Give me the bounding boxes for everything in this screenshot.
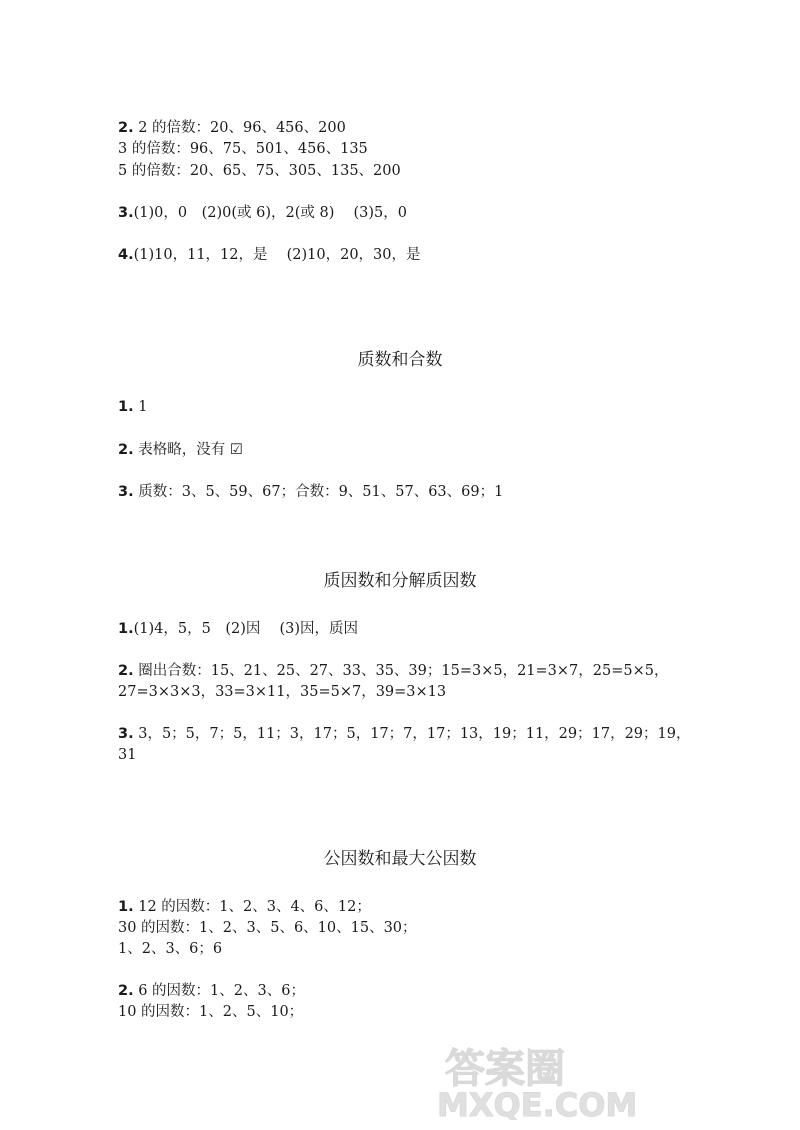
q2-line-3: 5 的倍数：20、65、75、305、135、200 [118, 163, 401, 179]
q4-number: 4. [118, 247, 134, 263]
factors-q2-line-2: 27=3×3×3，33=3×11，35=5×7，39=3×13 [118, 684, 447, 700]
q2-line-2: 3 的倍数：96、75、501、456、135 [118, 141, 368, 157]
gcf-q2-line-1 [118, 981, 305, 1001]
primes-q1-text: 1 [133, 399, 148, 415]
q4-text: (1)10，11，12，是 (2)10，20，30，是 [133, 247, 421, 263]
primes-q2-text: 表格略，没有 ☑ [133, 442, 243, 458]
primes-q3-number: 3. [118, 484, 134, 500]
factors-q1-line [118, 619, 358, 639]
q4-line [118, 245, 421, 265]
section-title-primes: 质数和合数 [357, 350, 443, 370]
factors-q3-text-1: 3，5；5，7；5，11；3，17；5，17；7，17；13，19；11，29；17，29；19， [133, 726, 691, 742]
gcf-q1-line-1 [118, 897, 371, 917]
factors-q2-line-1 [118, 661, 668, 681]
q3-line [118, 203, 407, 223]
gcf-q1-text-1: 12 的因数：1、2、3、4、6、12； [133, 899, 371, 915]
section-title-common-factors: 公因数和最大公因数 [323, 849, 477, 869]
gcf-q2-number: 2. [118, 983, 134, 999]
section-title-prime-factors: 质因数和分解质因数 [323, 571, 477, 591]
primes-q1-number: 1. [118, 399, 134, 415]
factors-q3-line-2: 31 [118, 747, 137, 763]
q3-text: (1)0，0 (2)0(或 6)，2(或 8) (3)5，0 [133, 205, 407, 221]
factors-q1-text: (1)4，5，5 (2)因 (3)因，质因 [133, 621, 359, 637]
q3-number: 3. [118, 205, 134, 221]
factors-q3-line-1 [118, 724, 690, 744]
primes-q1-line [118, 397, 147, 417]
watermark-logo [425, 1040, 785, 1120]
q2-text-1: 2 的倍数：20、96、456、200 [133, 120, 346, 136]
gcf-q1-line-2: 30 的因数：1、2、3、5、6、10、15、30； [118, 920, 417, 936]
factors-q2-text-1: 圈出合数：15、21、25、27、33、35、39；15=3×5，21=3×7，25=5×5， [133, 663, 669, 679]
svg-text:答案圈: 答案圈 [445, 1046, 565, 1092]
gcf-q1-line-3: 1、2、3、6；6 [118, 941, 223, 957]
svg-text:MXQE.COM: MXQE.COM [437, 1086, 638, 1120]
factors-q2-number: 2. [118, 663, 134, 679]
q2-line-1 [118, 118, 346, 138]
primes-q2-line [118, 440, 243, 460]
primes-q3-line [118, 482, 503, 502]
q2-number: 2. [118, 120, 134, 136]
primes-q2-number: 2. [118, 442, 134, 458]
gcf-q1-number: 1. [118, 899, 134, 915]
primes-q3-text: 质数：3、5、59、67；合数：9、51、57、63、69；1 [133, 484, 504, 500]
factors-q3-number: 3. [118, 726, 134, 742]
gcf-q2-text-1: 6 的因数：1、2、3、6； [133, 983, 305, 999]
factors-q1-number: 1. [118, 621, 134, 637]
gcf-q2-line-2: 10 的因数：1、2、5、10； [118, 1004, 304, 1020]
